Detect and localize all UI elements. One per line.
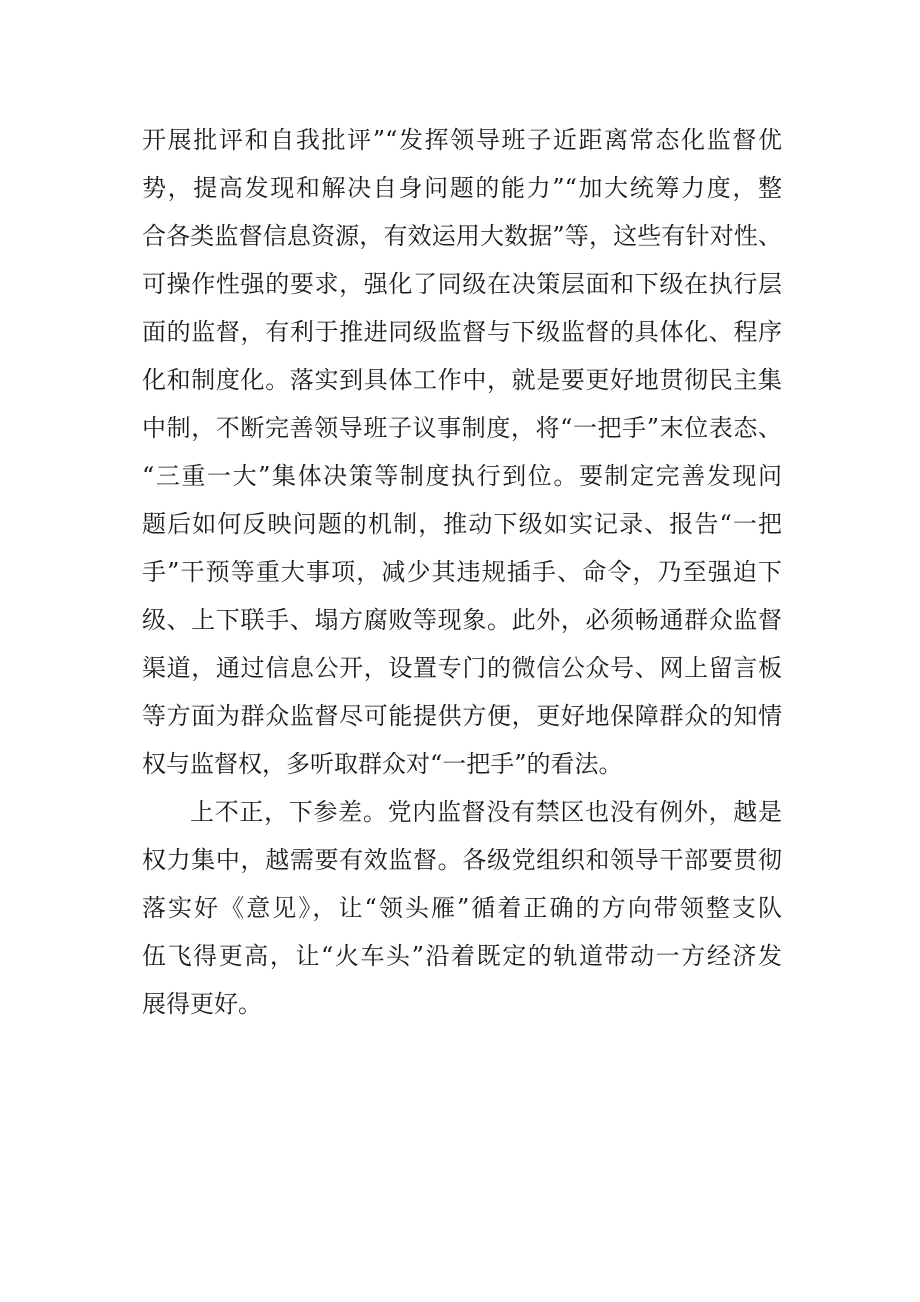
text-line: 权与监督权，多听取群众对“一把手”的看法。 <box>142 750 623 778</box>
text-line: 题后如何反映问题的机制，推动下级如实记录、报告“一把 <box>142 510 782 538</box>
document-body <box>142 116 782 1028</box>
text-line: 可操作性强的要求，强化了同级在决策层面和下级在执行层 <box>142 270 782 298</box>
text-line: 化和制度化。落实到具体工作中，就是要更好地贯彻民主集 <box>142 366 782 394</box>
text-line: 手”干预等重大事项，减少其违规插手、命令，乃至强迫下 <box>142 558 782 586</box>
text-line: 落实好《意见》，让“领头雁”循着正确的方向带领整支队 <box>142 894 782 922</box>
text-line: 中制，不断完善领导班子议事制度，将“一把手”末位表态、 <box>142 414 782 442</box>
text-line: 伍飞得更高，让“火车头”沿着既定的轨道带动一方经济发 <box>142 942 782 970</box>
text-line: 级、上下联手、塌方腐败等现象。此外，必须畅通群众监督 <box>142 606 782 634</box>
text-line: 展得更好。 <box>142 990 262 1018</box>
text-line: 合各类监督信息资源，有效运用大数据”等，这些有针对性、 <box>142 222 782 250</box>
text-line: 势，提高发现和解决自身问题的能力”“加大统筹力度，整 <box>142 174 782 202</box>
text-line: “三重一大”集体决策等制度执行到位。要制定完善发现问 <box>142 462 782 490</box>
text-line: 等方面为群众监督尽可能提供方便，更好地保障群众的知情 <box>142 702 782 730</box>
text-line: 面的监督，有利于推进同级监督与下级监督的具体化、程序 <box>142 318 782 346</box>
text-line: 渠道，通过信息公开，设置专门的微信公众号、网上留言板 <box>142 654 782 682</box>
paragraph-1 <box>142 116 782 788</box>
text-line: 权力集中，越需要有效监督。各级党组织和领导干部要贯彻 <box>142 846 782 874</box>
text-line: 上不正，下参差。党内监督没有禁区也没有例外，越是 <box>190 798 782 826</box>
text-line: 开展批评和自我批评”“发挥领导班子近距离常态化监督优 <box>142 126 782 154</box>
paragraph-2 <box>142 788 782 1028</box>
